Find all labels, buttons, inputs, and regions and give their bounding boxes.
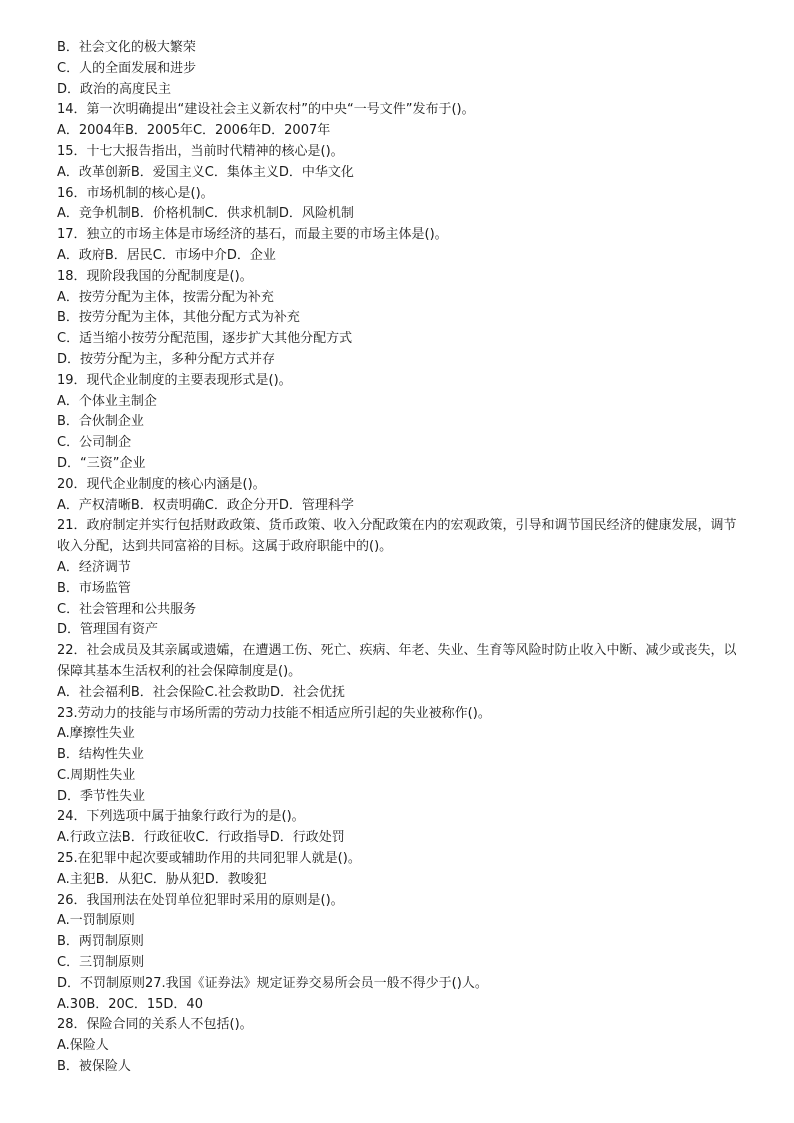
option-line: B．合伙制企业 bbox=[57, 414, 144, 430]
option-line: B．市场监管 bbox=[57, 580, 131, 596]
question-line: 16．市场机制的核心是()。 bbox=[57, 185, 214, 201]
option-line: D．按劳分配为主，多种分配方式并存 bbox=[57, 351, 276, 367]
option-line: D．管理国有资产 bbox=[57, 622, 159, 638]
question-line: 24．下列选项中属于抽象行政行为的是()。 bbox=[57, 809, 305, 825]
option-line: C．三罚制原则 bbox=[57, 955, 145, 971]
question-line: 26．我国刑法在处罚单位犯罪时采用的原则是()。 bbox=[57, 892, 344, 908]
question-line: 17．独立的市场主体是市场经济的基石，而最主要的市场主体是()。 bbox=[57, 227, 448, 243]
option-line: A．经济调节 bbox=[57, 559, 131, 575]
option-line: A．改革创新B．爱国主义C．集体主义D．中华文化 bbox=[57, 164, 354, 180]
option-line: C．适当缩小按劳分配范围，逐步扩大其他分配方式 bbox=[57, 331, 353, 347]
question-line: 28．保险合同的关系人不包括()。 bbox=[57, 1017, 253, 1033]
option-line: B．被保险人 bbox=[57, 1059, 131, 1075]
question-paragraph: 21．政府制定并实行包括财政政策、货币政策、收入分配政策在内的宏观政策，引导和调节国民经济的健康发展，调节收入分配，达到共同富裕的目标。这属于政府职能中的()。 bbox=[57, 518, 737, 555]
option-line: C．人的全面发展和进步 bbox=[57, 60, 197, 76]
option-line: D．政治的高度民主 bbox=[57, 81, 172, 97]
question-line: 23.劳动力的技能与市场所需的劳动力技能不相适应所引起的失业被称作()。 bbox=[57, 705, 491, 721]
option-line: A.保险人 bbox=[57, 1038, 109, 1054]
option-line: A．政府B．居民C．市场中介D．企业 bbox=[57, 247, 276, 263]
option-line: B．两罚制原则 bbox=[57, 934, 144, 950]
option-line: C.周期性失业 bbox=[57, 767, 136, 783]
question-line: 15．十七大报告指出，当前时代精神的核心是()。 bbox=[57, 143, 344, 159]
option-line: C．社会管理和公共服务 bbox=[57, 601, 197, 617]
option-line: A．2004年B．2005年C．2006年D．2007年 bbox=[57, 123, 331, 139]
option-line: A.行政立法B．行政征收C．行政指导D．行政处罚 bbox=[57, 830, 345, 846]
option-line: A．竞争机制B．价格机制C．供求机制D．风险机制 bbox=[57, 206, 354, 222]
option-line: A.30B．20C．15D．40 bbox=[57, 996, 203, 1012]
option-line: A．按劳分配为主体，按需分配为补充 bbox=[57, 289, 274, 305]
question-line: 18．现阶段我国的分配制度是()。 bbox=[57, 268, 253, 284]
option-line: A.主犯B．从犯C．胁从犯D．教唆犯 bbox=[57, 871, 267, 887]
question-line: 25.在犯罪中起次要或辅助作用的共同犯罪人就是()。 bbox=[57, 851, 361, 867]
option-line: A.一罚制原则 bbox=[57, 913, 135, 929]
document-page bbox=[57, 38, 737, 1078]
option-line: D．季节性失业 bbox=[57, 788, 146, 804]
option-line: B．结构性失业 bbox=[57, 747, 144, 763]
option-line: B．按劳分配为主体，其他分配方式为补充 bbox=[57, 310, 300, 326]
option-line: C．公司制企 bbox=[57, 435, 132, 451]
option-line: B．社会文化的极大繁荣 bbox=[57, 40, 196, 55]
option-line: A．个体业主制企 bbox=[57, 393, 157, 409]
question-line: 14．第一次明确提出“建设社会主义新农村”的中央“一号文件”发布于()。 bbox=[57, 102, 475, 118]
question-paragraph: 22．社会成员及其亲属或遗孀，在遭遇工伤、死亡、疾病、年老、失业、生育等风险时防止收入中断、减少或丧失，以保障其基本生活权利的社会保障制度是()。 bbox=[57, 643, 737, 679]
option-line: D．“三资”企业 bbox=[57, 455, 146, 471]
option-line: A．产权清晰B．权责明确C．政企分开D．管理科学 bbox=[57, 497, 354, 513]
option-line: A．社会福利B．社会保险C.社会救助D．社会优抚 bbox=[57, 684, 346, 700]
option-line: D．不罚制原则27.我国《证券法》规定证券交易所会员一般不得少于()人。 bbox=[57, 975, 488, 991]
question-line: 19．现代企业制度的主要表现形式是()。 bbox=[57, 372, 292, 388]
option-line: A.摩擦性失业 bbox=[57, 726, 135, 742]
question-line: 20．现代企业制度的核心内涵是()。 bbox=[57, 476, 266, 492]
